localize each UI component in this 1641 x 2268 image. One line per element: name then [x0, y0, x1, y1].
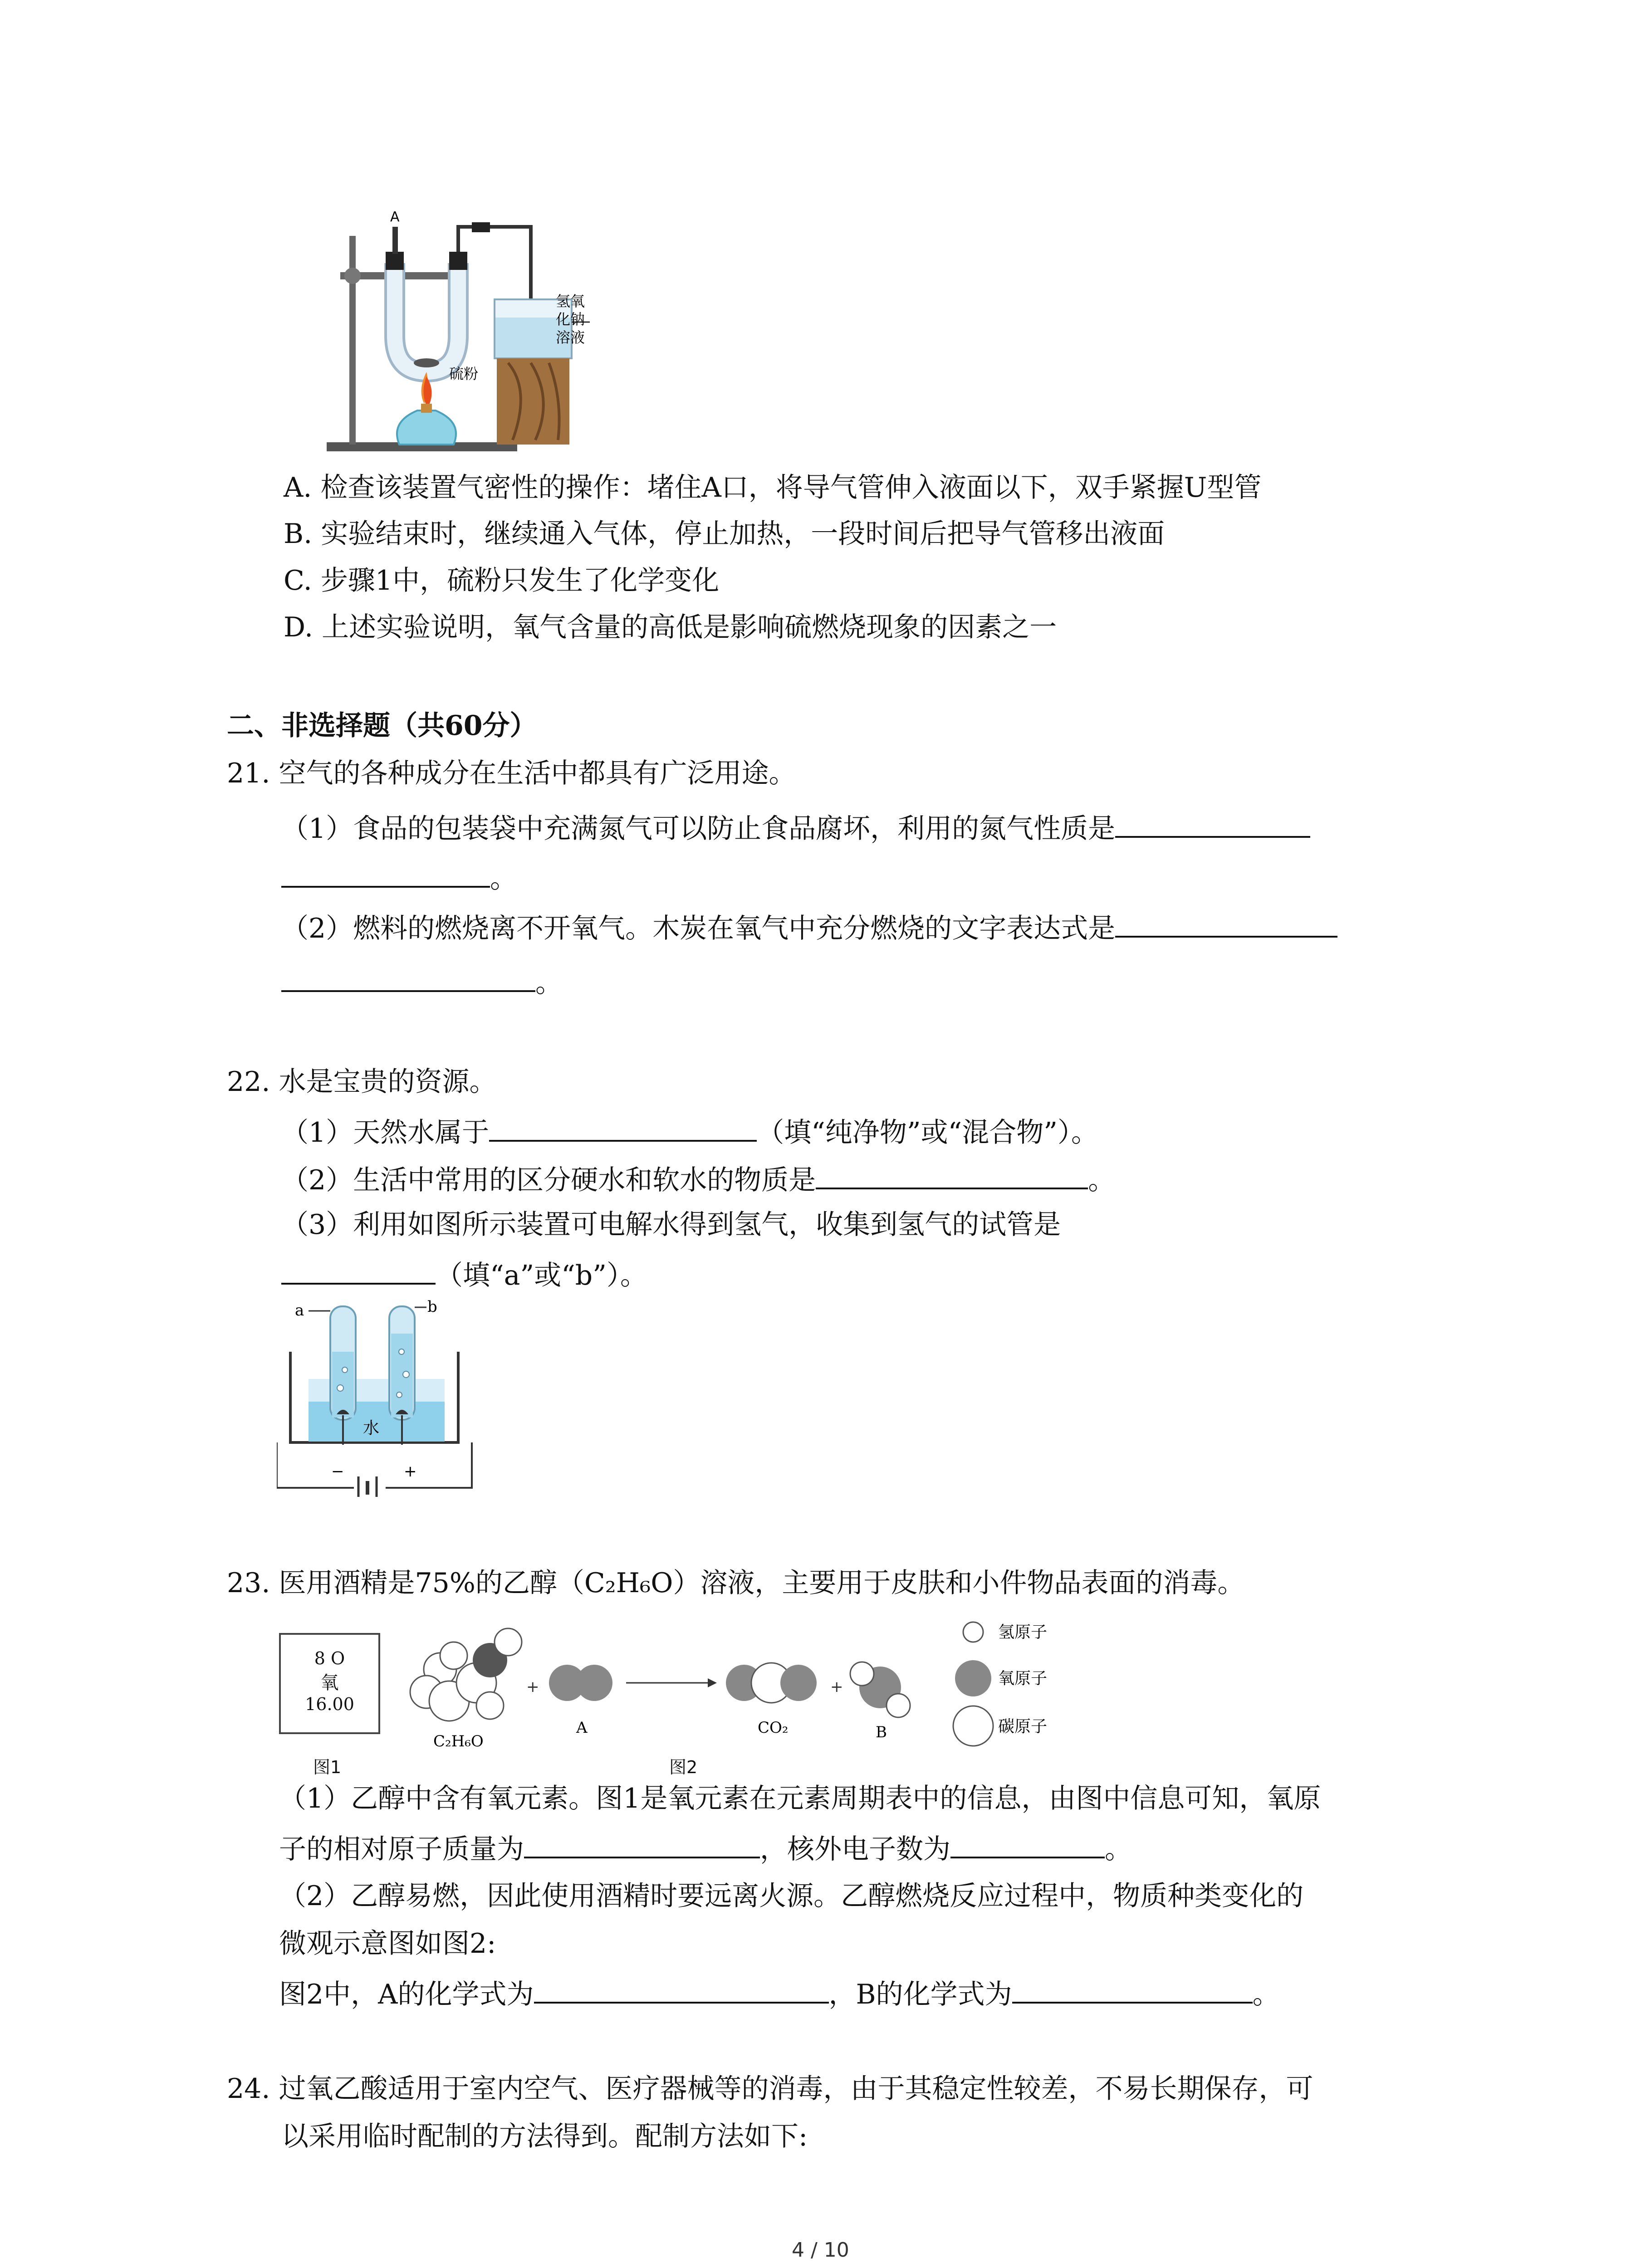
q21-part2-blank-a[interactable]	[1115, 909, 1337, 938]
q23-part3-end: 。	[1252, 1979, 1280, 2010]
q23-part2-line2: 微观示意图如图2:	[279, 1928, 496, 1960]
oxygen-element-card	[279, 1633, 380, 1734]
q21-part2-end: 。	[535, 967, 563, 999]
water-label: 水	[363, 1419, 380, 1437]
q23-part1-text: 子的相对原子质量为	[279, 1833, 524, 1865]
legend-hydrogen: 氢原子	[998, 1623, 1048, 1642]
q21-part1-end: 。	[490, 863, 517, 894]
fig1-label: 图1	[313, 1757, 342, 1777]
fig2-label: 图2	[669, 1757, 698, 1777]
label-sulfur-powder: 硫粉	[449, 365, 479, 382]
label-solution-3: 溶液	[556, 329, 585, 346]
q22-part1-text: （1）天然水属于	[281, 1117, 490, 1149]
q22-part2-blank[interactable]	[816, 1161, 1088, 1189]
q21-stem: 21. 空气的各种成分在生活中都具有广泛用途。	[227, 758, 796, 789]
q23-part1-mid: ，核外电子数为	[760, 1833, 950, 1865]
reaction-micro-figure	[399, 1615, 1080, 1751]
q20-option-d: D. 上述实验说明，氧气含量的高低是影响硫燃烧现象的因素之一	[284, 611, 1057, 643]
label-a: A	[390, 209, 400, 225]
ethanol-label: C₂H₆O	[433, 1732, 484, 1750]
tube-a-label: a	[295, 1301, 304, 1320]
q22-part3-text: （3）利用如图所示装置可电解水得到氢气，收集到氢气的试管是	[281, 1209, 1061, 1241]
q22-part2-end: 。	[1088, 1164, 1116, 1196]
q21-part1-text: （1）食品的包装袋中充满氮气可以防止食品腐坏，利用的氮气性质是	[281, 813, 1116, 845]
molecule-b-label: B	[876, 1723, 887, 1741]
q23-mass-blank[interactable]	[524, 1830, 760, 1858]
q23-part1-end: 。	[1105, 1833, 1132, 1865]
element-number-symbol: 8 O	[314, 1648, 345, 1668]
q24-line1: 24. 过氧乙酸适用于室内空气、医疗器械等的消毒，由于其稳定性较差，不易长期保存，可	[227, 2073, 1313, 2105]
q24-line2: 以采用临时配制的方法得到。配制方法如下:	[281, 2121, 808, 2152]
plus-label: +	[404, 1462, 417, 1481]
q23-part2-line1: （2）乙醇易燃，因此使用酒精时要远离火源。乙醇燃烧反应过程中，物质种类变化的	[279, 1880, 1304, 1912]
section-2-heading: 二、非选择题（共60分）	[227, 710, 537, 742]
minus-label: −	[331, 1462, 344, 1481]
page-number: 4 / 10	[792, 2239, 849, 2262]
q22-part1-blank[interactable]	[489, 1114, 757, 1142]
q23-stem: 23. 医用酒精是75%的乙醇（C₂H₆O）溶液，主要用于皮肤和小件物品表面的消毒。	[227, 1567, 1245, 1599]
q22-part3-hint: （填“a”或“b”）。	[436, 1260, 647, 1291]
q23-part3-mid: ，B的化学式为	[828, 1979, 1012, 2010]
label-solution-2: 化钠	[556, 311, 585, 328]
q22-part3-blank[interactable]	[281, 1256, 436, 1285]
q20-option-b: B. 实验结束时，继续通入气体，停止加热，一段时间后把导气管移出液面	[284, 518, 1165, 550]
legend-oxygen: 氧原子	[998, 1669, 1048, 1688]
q20-option-a: A. 检查该装置气密性的操作：堵住A口，将导气管伸入液面以下，双手紧握U型管	[284, 472, 1262, 503]
q22-stem: 22. 水是宝贵的资源。	[227, 1066, 497, 1098]
q23-part1-line1: （1）乙醇中含有氧元素。图1是氧元素在元素周期表中的信息，由图中信息可知，氧原	[279, 1783, 1321, 1814]
sulfur-apparatus-figure	[318, 209, 599, 463]
q23-formula-a-blank[interactable]	[534, 1975, 829, 2004]
q23-part3-text: 图2中，A的化学式为	[279, 1979, 534, 2010]
label-solution-1: 氢氧	[556, 293, 585, 310]
q22-part1-hint: （填“纯净物”或“混合物”）。	[757, 1117, 1098, 1149]
svg-text:+: +	[830, 1678, 843, 1696]
legend-carbon: 碳原子	[998, 1717, 1048, 1736]
co2-label: CO₂	[758, 1719, 789, 1737]
molecule-a-label: A	[576, 1719, 588, 1737]
q21-part1-blank-a[interactable]	[1115, 810, 1310, 838]
q22-part2-text: （2）生活中常用的区分硬水和软水的物质是	[281, 1164, 816, 1196]
tube-b-label: b	[427, 1298, 437, 1316]
svg-text:+: +	[526, 1678, 539, 1696]
q21-part1-blank-b[interactable]	[281, 860, 490, 888]
electrolysis-figure	[277, 1297, 476, 1497]
q21-part2-blank-b[interactable]	[281, 964, 535, 992]
element-mass: 16.00	[305, 1694, 354, 1714]
q21-part2-text: （2）燃料的燃烧离不开氧气。木炭在氧气中充分燃烧的文字表达式是	[281, 913, 1116, 944]
q20-option-c: C. 步骤1中，硫粉只发生了化学变化	[284, 565, 720, 596]
element-name: 氧	[320, 1672, 339, 1693]
q23-formula-b-blank[interactable]	[1012, 1975, 1253, 2004]
q23-electron-blank[interactable]	[950, 1830, 1105, 1858]
